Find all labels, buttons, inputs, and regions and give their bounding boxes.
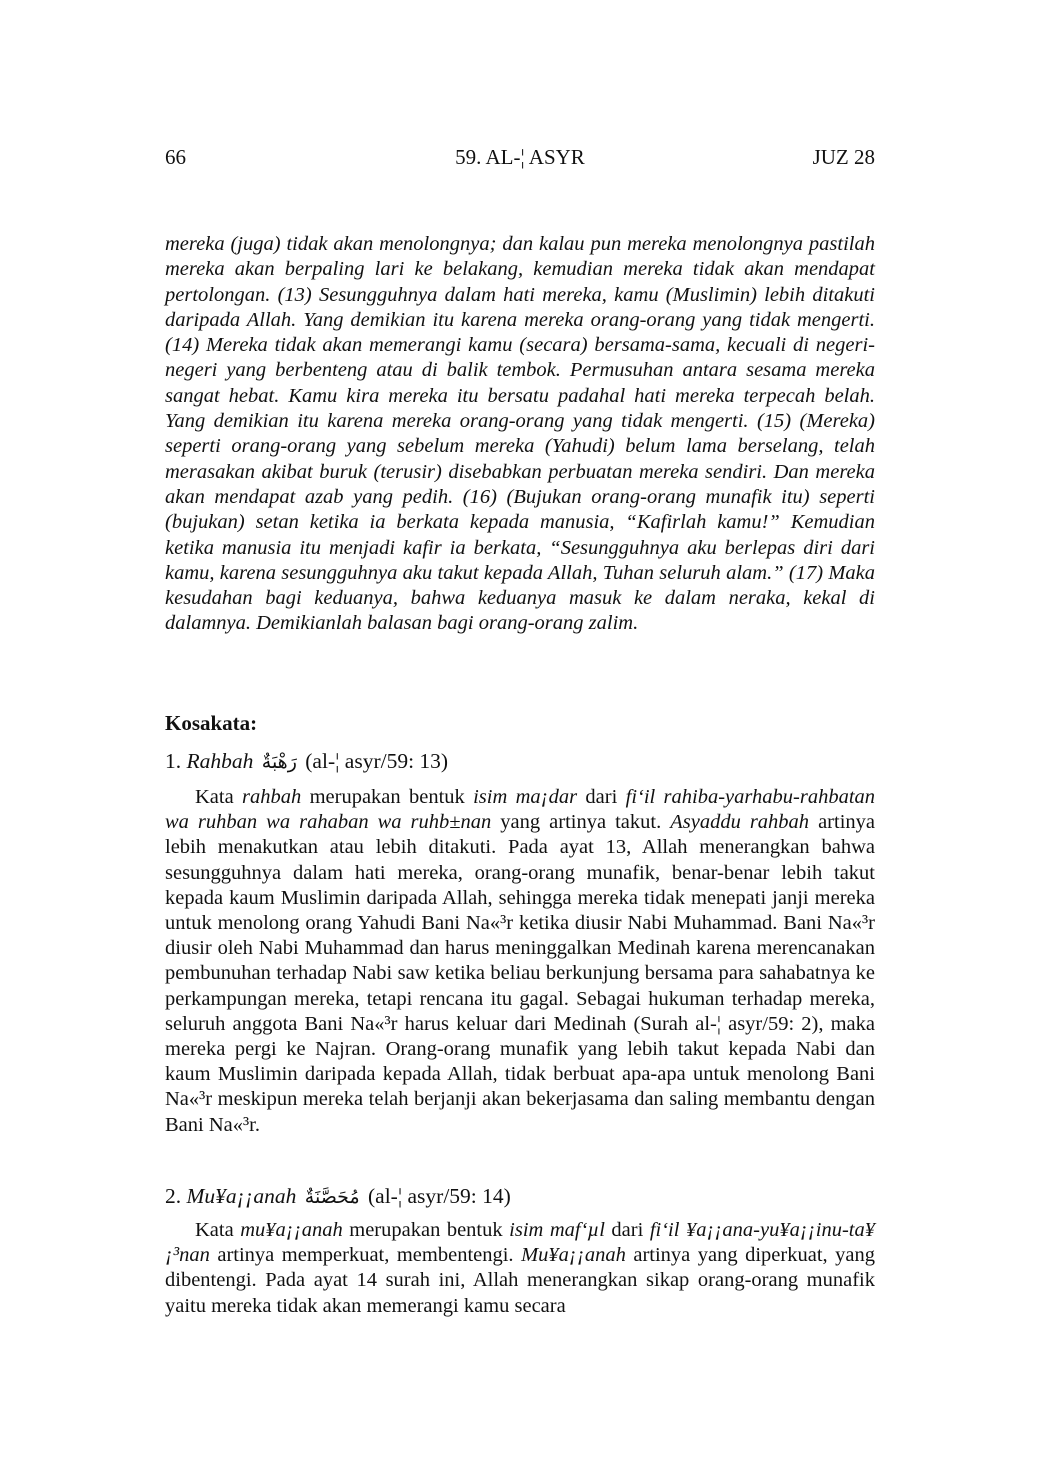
- italic-term: rahbah: [242, 786, 302, 808]
- body-text: Kata: [195, 1219, 241, 1241]
- entry-reference: (al-¦ asyr/59: 13): [305, 749, 449, 773]
- body-text: artinya memperkuat, membentengi.: [209, 1244, 522, 1267]
- italic-term: isim ma¡dar: [473, 786, 578, 808]
- vocab-entry-heading: [165, 1181, 511, 1212]
- entry-reference: (al-¦ asyr/59: 14): [368, 1184, 511, 1208]
- body-text: artinya lebih menakutkan atau lebih ditakuti. Pada ayat 13, Allah menerangkan bahwa sesungguhnya dalam hati mereka, orang-orang munafik, benar-benar lebih takut kepada kaum Muslimin daripada Allah, sehingga mereka tidak menepati janji mereka untuk menolong orang Yahudi Bani Na«³r ketika diusir Nabi Muhammad. Bani Na«³r diusir oleh Nabi Muhammad dan harus meninggalkan Medinah karena merencanakan pembunuhan terhadap Nabi saw ketika beliau berkunjung bersama para sahabatnya ke perkampungan mereka, tetapi rencana itu gagal. Sebagai hukuman terhadap mereka, seluruh anggota Bani Na«³r harus keluar dari Medinah (Surah al-¦ asyr/59: 2), maka mereka pergi ke Najran. Orang-orang munafik yang lebih takut kepada Nabi dan kaum Muslimin daripada kepada Allah, tidak berbuat apa-apa untuk menolong Bani Na«³r meskipun mereka telah berjanji akan bekerjasama dan saling membantu dengan Bani Na«³r.: [165, 811, 875, 1136]
- translation-paragraph: mereka (juga) tidak akan menolongnya; dan kalau pun mereka menolongnya pastilah mereka akan berpaling lari ke belakang, kemudian mereka tidak akan mendapat pertolongan. (13) Sesungguhnya dalam hati mereka, kamu (Muslimin) lebih ditakuti daripada Allah. Yang demikian itu karena mereka orang-orang yang tidak mengerti. (14) Mereka tidak akan memerangi kamu (secara) bersama-sama, kecuali di negeri-negeri yang berbenteng atau di balik tembok. Permusuhan antara sesama mereka sangat hebat. Kamu kira mereka itu bersatu padahal hati mereka terpecah belah. Yang demikian itu karena mereka orang-orang yang tidak mengerti. (15) (Mereka) seperti orang-orang yang sebelum mereka (Yahudi) belum lama berselang, telah merasakan akibat buruk (terusir) disebabkan perbuatan mereka sendiri. Dan mereka akan mendapat azab yang pedih. (16) (Bujukan orang-orang munafik itu) seperti (bujukan) setan ketika ia berkata kepada manusia, “Kafirlah kamu!” Kemudian ketika manusia itu menjadi kafir ia berkata, “Sesungguhnya aku berlepas diri dari kamu, karena sesungguhnya aku takut kepada Allah, Tuhan seluruh alam.” (17) Maka kesudahan bagi keduanya, bahwa keduanya masuk ke dalam neraka, kekal di dalamnya. Demikianlah balasan bagi orang-orang zalim.: [165, 233, 875, 635]
- surah-title: 59. AL-¦ ASYR: [455, 145, 585, 169]
- italic-term: mu¥a¡¡anah: [240, 1219, 343, 1241]
- body-text: Kata: [195, 786, 243, 808]
- vocab-entry-heading: [165, 746, 448, 777]
- page-number: 66: [165, 145, 186, 169]
- vocab-entry-body: [165, 1218, 875, 1319]
- italic-term: Asyaddu rahbah: [670, 811, 810, 834]
- entry-term: Rahbah: [186, 749, 254, 773]
- vocab-entry-body: [165, 785, 875, 1138]
- entry-arabic: مُحَصَّنَةٌ: [304, 1186, 360, 1208]
- entry-arabic: رَهْبَةٌ: [261, 751, 297, 773]
- entry-term: Mu¥a¡¡anah: [186, 1184, 297, 1208]
- body-text: merupakan bentuk: [301, 786, 474, 808]
- italic-term: Mu¥a¡¡anah: [521, 1244, 626, 1267]
- body-text: yang artinya takut.: [491, 811, 671, 834]
- body-text: dari: [577, 786, 626, 808]
- entry-number: 2.: [165, 1184, 182, 1208]
- kosakata-heading: Kosakata:: [165, 711, 258, 735]
- italic-term: fi‘il rahiba-yarhabu-rahbatan wa ruhban wa rahaban wa ruhb±nan: [165, 786, 876, 834]
- juz-label: JUZ 28: [812, 145, 875, 169]
- entry-number: 1.: [165, 749, 182, 773]
- body-text: merupakan bentuk: [342, 1219, 510, 1241]
- body-text: dari: [604, 1219, 650, 1241]
- body-text: artinya yang diperkuat, yang dibentengi. Pada ayat 14 surah ini, Allah menerangkan sikap orang-orang munafik yaitu mereka tidak akan memerangi kamu secara: [165, 1244, 875, 1317]
- italic-term: isim maf‘µl: [509, 1219, 605, 1241]
- italic-term: fi‘il ¥a¡¡ana-yu¥a¡¡inu-ta¥¡³nan: [165, 1219, 876, 1267]
